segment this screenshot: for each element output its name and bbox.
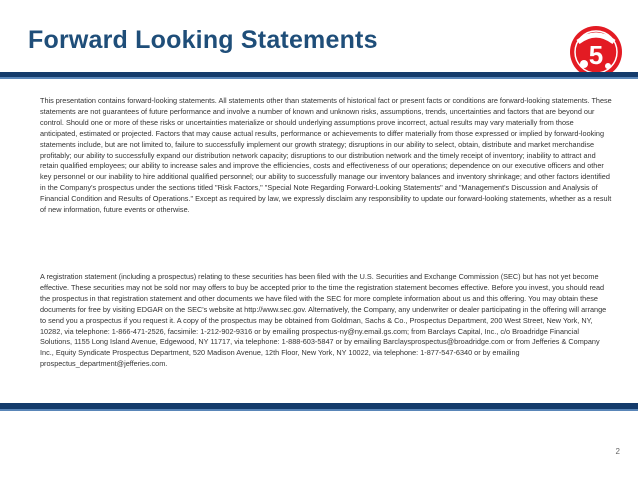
footer-divider-accent [0, 409, 638, 411]
forward-looking-paragraph: This presentation contains forward-looking statements. All statements other than statements of historical fact or present facts or conditions are forward-looking statements. These statements are not guarantees of future performance and involve a number of known and unknown risks, assumptions, trends, uncertainties and factors that are beyond our control. Should one or more of these risks or uncertainties materialize or should underlying assumptions prove incorrect, actual results may vary materially from those anticipated, estimated or projected. Factors that may cause actual results, performance or achievements to differ materially from those expressed or implied by forward-looking statements include, but are not limited to, failure to successfully implement our growth strategy; disruptions in our ability to select, obtain, distribute and market merchandise profitably; our ability to successfully expand our distribution network capacity; disruptions to our distribution network and the timely receipt of inventory; inability to attract and retain qualified employees; our ability to increase sales and improve the efficiencies, costs and effectiveness of our operations; dependence on our executive officers and other key personnel or our inability to hire additional qualified personnel; our ability to successfully manage our inventory balances and inventory shrinkage; and other factors identified in the Company's prospectus under the sections titled "Risk Factors," "Special Note Regarding Forward-Looking Statements" and "Management's Discussion and Analysis of Financial Condition and Results of Operations." Except as required by law, we expressly disclaim any responsibility to update our forward-looking statements, whether as a result of new information, future events or otherwise. [40, 96, 612, 215]
registration-statement-paragraph: A registration statement (including a prospectus) relating to these securities has been filed with the U.S. Securities and Exchange Commission (SEC) but has not yet become effective. These securities may not be sold nor may offers to buy be accepted prior to the time the registration statement becomes effective. Before you invest, you should read the prospectus in that registration statement and other documents we have filed with the SEC for more complete information about us and this offering. You may obtain these documents for free by visiting EDGAR on the SEC's website at http://www.sec.gov. Alternatively, the Company, any underwriter or dealer participating in the offering will arrange to send you a prospectus if you request it. A copy of the prospectus may be obtained from Goldman, Sachs & Co., Prospectus Department, 200 West Street, New York, NY, 10282, via telephone: 1-866-471-2526, facsimile: 1-212-902-9316 or by emailing prospectus-ny@ny.email.gs.com; from Barclays Capital, Inc., c/o Broadridge Financial Solutions, 1155 Long Island Avenue, Edgewood, NY 11717, via telephone: 1-888-603-5847 or by emailing Barclaysprospectus@broadridge.com or from Jefferies & Company Inc., Equity Syndicate Prospectus Department, 520 Madison Avenue, 12th Floor, New York, NY 10022, via telephone: 1-877-547-6340 or by emailing prospectus_department@jefferies.com. [40, 272, 607, 369]
page-number: 2 [615, 447, 620, 456]
svg-text:5: 5 [588, 40, 604, 70]
header-divider-accent [0, 77, 638, 79]
page-title: Forward Looking Statements [28, 26, 378, 54]
